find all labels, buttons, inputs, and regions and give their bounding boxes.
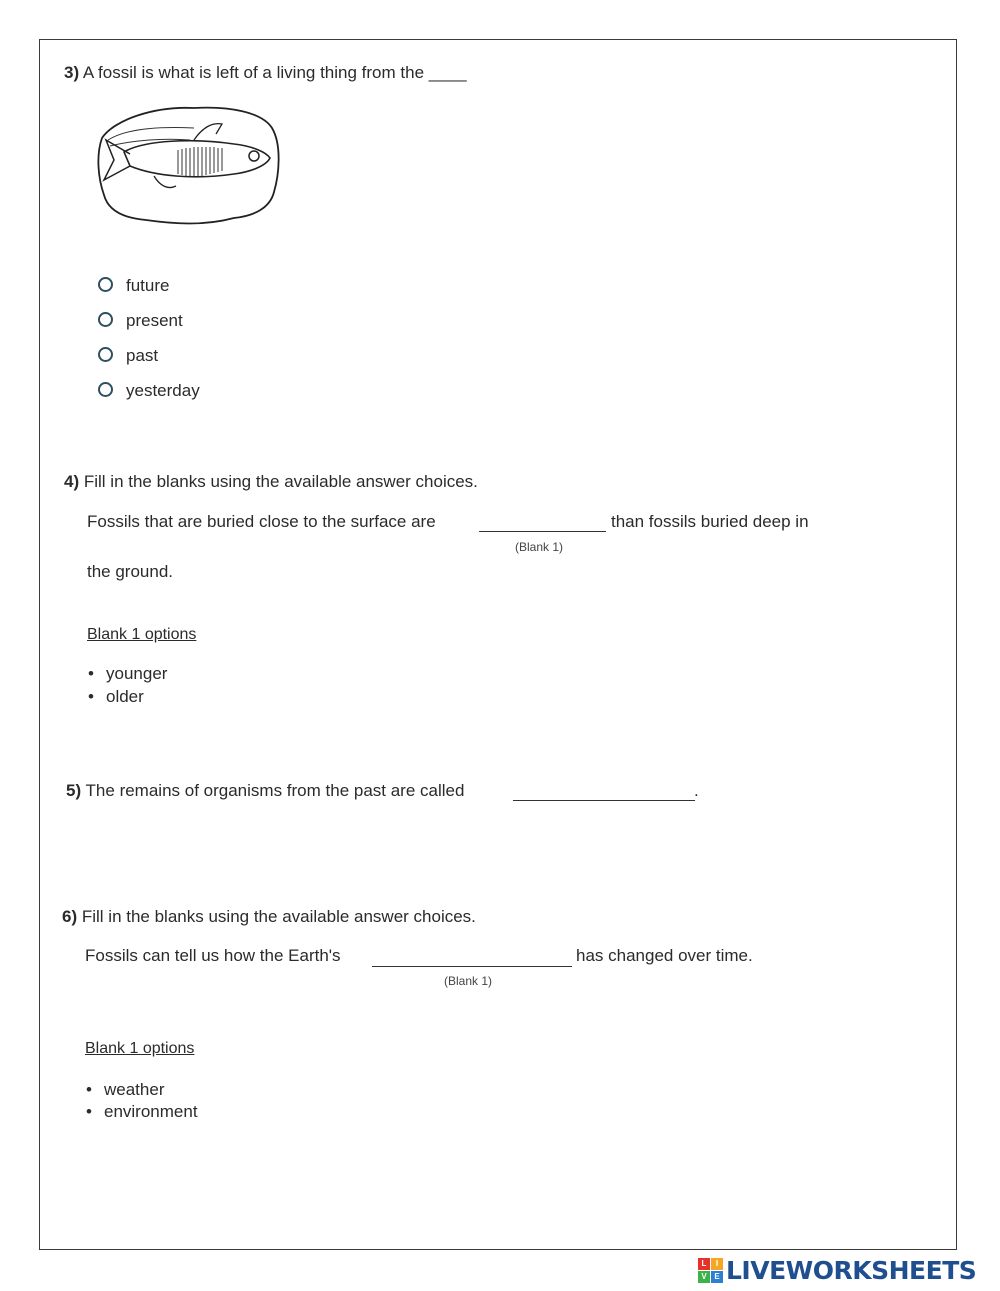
radio-past[interactable] — [98, 347, 113, 362]
question-3 — [64, 63, 467, 83]
question-4-blank-1[interactable] — [479, 531, 606, 532]
option-yesterday[interactable]: yesterday — [126, 381, 200, 400]
option-older-text: older — [106, 687, 144, 706]
question-4-sentence-start: Fossils that are buried close to the surface are — [87, 512, 436, 531]
bullet-icon: • — [86, 1102, 92, 1121]
option-weather-text: weather — [104, 1080, 165, 1099]
logo-mark-l: L — [698, 1258, 710, 1270]
radio-future[interactable] — [98, 277, 113, 292]
question-4-option-younger — [88, 664, 167, 684]
question-6-sentence-start: Fossils can tell us how the Earth's — [85, 946, 341, 965]
question-6-option-weather — [86, 1080, 164, 1100]
bullet-icon: • — [86, 1080, 92, 1099]
bullet-icon: • — [88, 687, 94, 706]
logo-text: LIVEWORKSHEETS — [726, 1255, 977, 1285]
logo-mark-icon — [698, 1258, 723, 1283]
question-5-answer-blank[interactable] — [513, 800, 695, 801]
question-4-options-title: Blank 1 options — [87, 626, 197, 643]
radio-yesterday[interactable] — [98, 382, 113, 397]
question-6-option-environment — [86, 1102, 198, 1122]
option-future[interactable]: future — [126, 276, 170, 295]
question-6-blank-1[interactable] — [372, 966, 572, 967]
question-6-number: 6) — [62, 907, 78, 926]
logo-mark-i: I — [711, 1258, 723, 1270]
question-5-text: The remains of organisms from the past are called — [85, 781, 465, 800]
question-4-number: 4) — [64, 472, 80, 491]
radio-present[interactable] — [98, 312, 113, 327]
question-4 — [64, 472, 478, 492]
option-younger-text: younger — [106, 664, 168, 683]
question-3-text: A fossil is what is left of a living thing from the ____ — [82, 63, 467, 82]
question-4-sentence-end: the ground. — [87, 562, 174, 581]
question-3-number: 3) — [64, 63, 80, 82]
question-4-instruction: Fill in the blanks using the available answer choices. — [83, 472, 478, 491]
question-6-instruction: Fill in the blanks using the available answer choices. — [81, 907, 476, 926]
question-5-number: 5) — [66, 781, 82, 800]
logo-mark-v: V — [698, 1271, 710, 1283]
question-4-option-older — [88, 687, 144, 707]
question-5-period: . — [694, 781, 699, 800]
question-6-options-title: Blank 1 options — [85, 1040, 195, 1057]
question-6 — [62, 907, 476, 927]
option-present[interactable]: present — [126, 311, 183, 330]
option-environment-text: environment — [104, 1102, 198, 1121]
question-6-sentence-end: has changed over time. — [576, 946, 753, 965]
question-4-blank-label: (Blank 1) — [515, 540, 564, 554]
question-5 — [66, 781, 464, 801]
liveworksheets-logo — [698, 1256, 976, 1284]
question-6-blank-label: (Blank 1) — [444, 974, 493, 988]
option-past[interactable]: past — [126, 346, 159, 365]
bullet-icon: • — [88, 664, 94, 683]
question-4-sentence-middle: than fossils buried deep in — [611, 512, 809, 531]
fish-fossil-image — [94, 100, 284, 230]
logo-mark-e: E — [711, 1271, 723, 1283]
